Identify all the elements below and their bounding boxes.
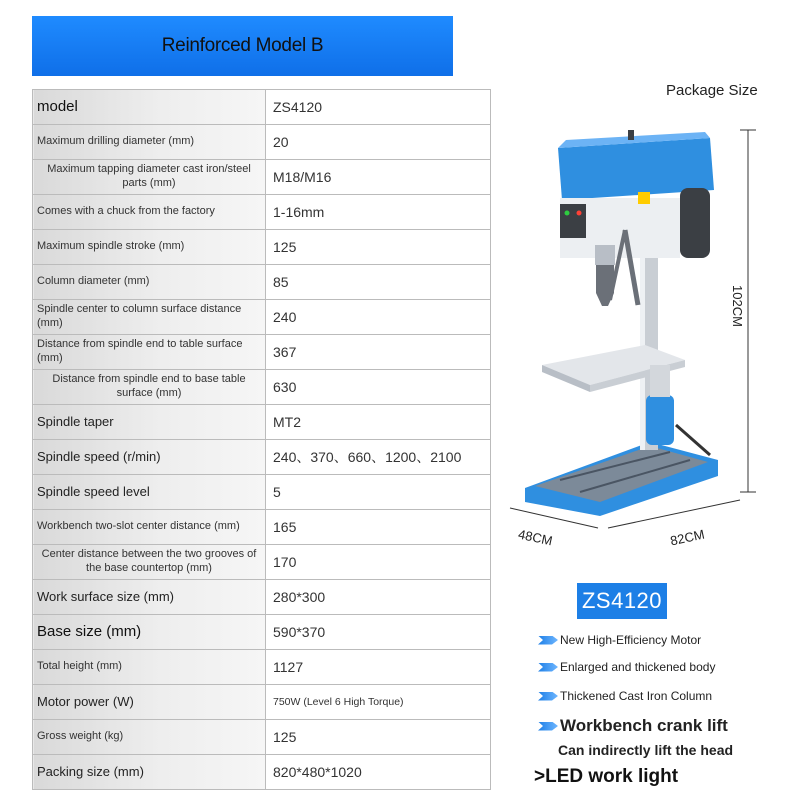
- table-row: [33, 195, 491, 230]
- spec-value: 367: [266, 335, 491, 370]
- table-row: [33, 230, 491, 265]
- spec-value: 165: [266, 510, 491, 545]
- spec-label: Base size (mm): [33, 615, 266, 650]
- table-row: [33, 440, 491, 475]
- table-row: [33, 405, 491, 440]
- spec-label: Maximum spindle stroke (mm): [33, 230, 266, 265]
- package-size-title: Package Size: [666, 82, 758, 99]
- arrow-icon: [538, 722, 558, 731]
- table-row: [33, 720, 491, 755]
- spec-value: 1-16mm: [266, 195, 491, 230]
- spec-table: [32, 89, 491, 790]
- table-row: [33, 335, 491, 370]
- spec-value: 240: [266, 300, 491, 335]
- table-row: [33, 300, 491, 335]
- feature-text: Thickened Cast Iron Column: [560, 689, 713, 703]
- spec-value: MT2: [266, 405, 491, 440]
- table-row: [33, 580, 491, 615]
- spec-label: model: [33, 90, 266, 125]
- height-dimension-label: 102CM: [730, 285, 745, 327]
- header-title: Reinforced Model B: [161, 35, 324, 56]
- feature-item: [538, 660, 715, 674]
- spec-value: 5: [266, 475, 491, 510]
- spec-label: Maximum tapping diameter cast iron/steel parts (mm): [33, 160, 266, 195]
- model-badge: [577, 583, 667, 619]
- table-row: [33, 650, 491, 685]
- header-banner: [32, 16, 453, 76]
- table-row: [33, 475, 491, 510]
- depth-dimension-label: 48CM: [516, 526, 554, 549]
- motor: [680, 188, 710, 258]
- spec-value: 1127: [266, 650, 491, 685]
- table-row: [33, 160, 491, 195]
- spec-label: Distance from spindle end to base table surface (mm): [33, 370, 266, 405]
- table-row: [33, 370, 491, 405]
- spec-value: 630: [266, 370, 491, 405]
- spec-label: Column diameter (mm): [33, 265, 266, 300]
- table-row: [33, 615, 491, 650]
- spec-label: Spindle center to column surface distance (mm): [33, 300, 266, 335]
- table-row: [33, 545, 491, 580]
- spec-value: 820*480*1020: [266, 755, 491, 790]
- spec-label: Spindle speed (r/min): [33, 440, 266, 475]
- arrow-icon: [538, 636, 558, 645]
- spec-label: Distance from spindle end to table surface (mm): [33, 335, 266, 370]
- spec-label: Total height (mm): [33, 650, 266, 685]
- table-row: [33, 125, 491, 160]
- spec-label: Spindle taper: [33, 405, 266, 440]
- feature-subtext: Can indirectly lift the head: [558, 742, 734, 758]
- spec-label: Comes with a chuck from the factory: [33, 195, 266, 230]
- spec-value: 20: [266, 125, 491, 160]
- feature-text: New High-Efficiency Motor: [560, 633, 702, 647]
- feature-led: >LED work light: [534, 766, 679, 787]
- width-dimension-label: 82CM: [668, 526, 706, 549]
- spec-value: ZS4120: [266, 90, 491, 125]
- spec-value: 170: [266, 545, 491, 580]
- spec-value: 280*300: [266, 580, 491, 615]
- spec-value: 125: [266, 230, 491, 265]
- spec-label: Work surface size (mm): [33, 580, 266, 615]
- feature-item: [538, 689, 712, 703]
- table-row: [33, 685, 491, 720]
- spec-label: Maximum drilling diameter (mm): [33, 125, 266, 160]
- arrow-icon: [538, 663, 558, 672]
- feature-text: Enlarged and thickened body: [560, 660, 716, 674]
- table-row: [33, 90, 491, 125]
- spec-value: M18/M16: [266, 160, 491, 195]
- drill-press-illustration: [500, 120, 780, 550]
- spec-value: 125: [266, 720, 491, 755]
- table-row: [33, 755, 491, 790]
- feature-item: [538, 716, 728, 736]
- feature-item: [538, 633, 701, 647]
- table-row: [33, 265, 491, 300]
- spec-label: Motor power (W): [33, 685, 266, 720]
- spec-label: Workbench two-slot center distance (mm): [33, 510, 266, 545]
- model-badge-text: ZS4120: [581, 588, 663, 613]
- feature-text: Workbench crank lift: [560, 716, 728, 735]
- arrow-icon: [538, 692, 558, 701]
- table-row: [33, 510, 491, 545]
- spec-label: Center distance between the two grooves of the base countertop (mm): [33, 545, 266, 580]
- spec-value: 85: [266, 265, 491, 300]
- spec-label: Gross weight (kg): [33, 720, 266, 755]
- spec-value: 590*370: [266, 615, 491, 650]
- spec-value: 750W (Level 6 High Torque): [266, 685, 491, 720]
- spec-value: 240、370、660、1200、2100: [266, 440, 491, 475]
- spec-label: Spindle speed level: [33, 475, 266, 510]
- spec-label: Packing size (mm): [33, 755, 266, 790]
